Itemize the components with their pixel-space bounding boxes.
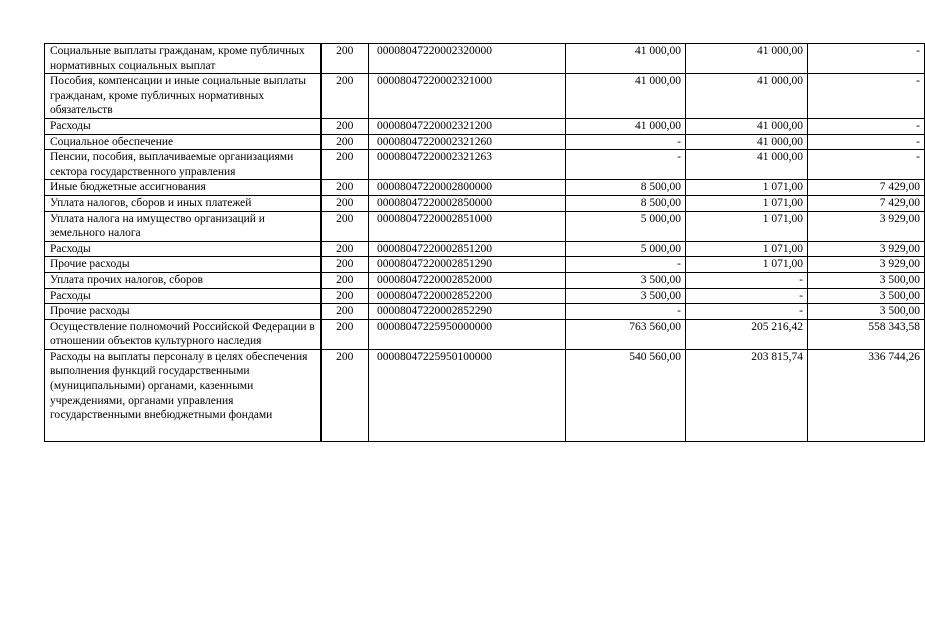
cell-approved-amount: 8 500,00 [566,180,686,196]
cell-name: Расходы на выплаты персоналу в целях обеспечения выполнения функций государственными (муниципальными) органами, казенными учреждениями, органами управления государственными внебюджетными фондами [45,349,321,441]
cell-unexecuted-amount: 7 429,00 [808,195,925,211]
cell-line-code: 200 [321,241,369,257]
cell-name: Уплата налогов, сборов и иных платежей [45,195,321,211]
budget-execution-table-page [44,43,920,442]
cell-unexecuted-amount: 3 500,00 [808,304,925,320]
cell-unexecuted-amount: 558 343,58 [808,319,925,349]
cell-budget-classification-code: 00008047220002851200 [369,241,566,257]
cell-executed-amount: 41 000,00 [686,74,808,119]
cell-executed-amount: 203 815,74 [686,349,808,441]
cell-approved-amount: - [566,134,686,150]
table-row [45,211,925,241]
cell-line-code: 200 [321,118,369,134]
table-row [45,134,925,150]
cell-budget-classification-code: 00008047220002320000 [369,44,566,74]
cell-approved-amount: - [566,304,686,320]
cell-executed-amount: 41 000,00 [686,118,808,134]
cell-budget-classification-code: 00008047220002321263 [369,150,566,180]
cell-budget-classification-code: 00008047220002321260 [369,134,566,150]
cell-approved-amount: 41 000,00 [566,44,686,74]
cell-budget-classification-code: 00008047220002852290 [369,304,566,320]
cell-budget-classification-code: 00008047220002851290 [369,257,566,273]
table-row [45,44,925,74]
cell-name: Уплата налога на имущество организаций и земельного налога [45,211,321,241]
cell-executed-amount: 1 071,00 [686,211,808,241]
cell-approved-amount: 540 560,00 [566,349,686,441]
cell-line-code: 200 [321,349,369,441]
cell-unexecuted-amount: 336 744,26 [808,349,925,441]
cell-unexecuted-amount: - [808,134,925,150]
cell-name: Социальные выплаты гражданам, кроме публичных нормативных социальных выплат [45,44,321,74]
cell-executed-amount: 1 071,00 [686,241,808,257]
cell-name: Пособия, компенсации и иные социальные выплаты гражданам, кроме публичных нормативных обязательств [45,74,321,119]
cell-line-code: 200 [321,44,369,74]
cell-executed-amount: - [686,288,808,304]
cell-name: Прочие расходы [45,304,321,320]
cell-name: Расходы [45,118,321,134]
cell-line-code: 200 [321,272,369,288]
cell-budget-classification-code: 00008047220002850000 [369,195,566,211]
cell-name: Расходы [45,288,321,304]
cell-executed-amount: 205 216,42 [686,319,808,349]
cell-line-code: 200 [321,211,369,241]
cell-executed-amount: 1 071,00 [686,195,808,211]
table-row [45,74,925,119]
cell-line-code: 200 [321,180,369,196]
cell-executed-amount: 41 000,00 [686,134,808,150]
cell-line-code: 200 [321,257,369,273]
cell-executed-amount: - [686,304,808,320]
cell-name: Расходы [45,241,321,257]
cell-unexecuted-amount: 3 929,00 [808,257,925,273]
cell-budget-classification-code: 00008047220002851000 [369,211,566,241]
cell-unexecuted-amount: 3 929,00 [808,241,925,257]
cell-budget-classification-code: 00008047225950100000 [369,349,566,441]
cell-unexecuted-amount: 3 500,00 [808,288,925,304]
cell-unexecuted-amount: - [808,44,925,74]
cell-budget-classification-code: 00008047220002321200 [369,118,566,134]
table-row [45,349,925,441]
cell-unexecuted-amount: 7 429,00 [808,180,925,196]
cell-approved-amount: 5 000,00 [566,211,686,241]
cell-unexecuted-amount: - [808,150,925,180]
cell-line-code: 200 [321,319,369,349]
cell-executed-amount: 41 000,00 [686,44,808,74]
table-row [45,241,925,257]
cell-line-code: 200 [321,304,369,320]
cell-approved-amount: 8 500,00 [566,195,686,211]
cell-name: Прочие расходы [45,257,321,273]
table-row [45,319,925,349]
cell-approved-amount: 763 560,00 [566,319,686,349]
cell-name: Пенсии, пособия, выплачиваемые организациями сектора государственного управления [45,150,321,180]
table-row [45,195,925,211]
cell-approved-amount: - [566,150,686,180]
cell-approved-amount: 3 500,00 [566,272,686,288]
cell-unexecuted-amount: - [808,118,925,134]
table-row [45,118,925,134]
table-row [45,288,925,304]
cell-executed-amount: 41 000,00 [686,150,808,180]
cell-line-code: 200 [321,150,369,180]
cell-budget-classification-code: 00008047225950000000 [369,319,566,349]
cell-budget-classification-code: 00008047220002852000 [369,272,566,288]
cell-budget-classification-code: 00008047220002321000 [369,74,566,119]
cell-line-code: 200 [321,288,369,304]
cell-name: Осуществление полномочий Российской Федерации в отношении объектов культурного наследия [45,319,321,349]
cell-name: Иные бюджетные ассигнования [45,180,321,196]
cell-approved-amount: 41 000,00 [566,118,686,134]
cell-executed-amount: - [686,272,808,288]
cell-executed-amount: 1 071,00 [686,257,808,273]
budget-execution-table [44,43,925,442]
cell-line-code: 200 [321,195,369,211]
cell-unexecuted-amount: - [808,74,925,119]
cell-approved-amount: 3 500,00 [566,288,686,304]
cell-budget-classification-code: 00008047220002800000 [369,180,566,196]
table-row [45,180,925,196]
cell-name: Социальное обеспечение [45,134,321,150]
table-row [45,272,925,288]
cell-unexecuted-amount: 3 500,00 [808,272,925,288]
table-body [45,44,925,442]
table-row [45,150,925,180]
cell-approved-amount: 41 000,00 [566,74,686,119]
cell-approved-amount: - [566,257,686,273]
cell-executed-amount: 1 071,00 [686,180,808,196]
cell-line-code: 200 [321,74,369,119]
table-row [45,257,925,273]
cell-budget-classification-code: 00008047220002852200 [369,288,566,304]
cell-unexecuted-amount: 3 929,00 [808,211,925,241]
cell-line-code: 200 [321,134,369,150]
cell-approved-amount: 5 000,00 [566,241,686,257]
table-row [45,304,925,320]
cell-name: Уплата прочих налогов, сборов [45,272,321,288]
